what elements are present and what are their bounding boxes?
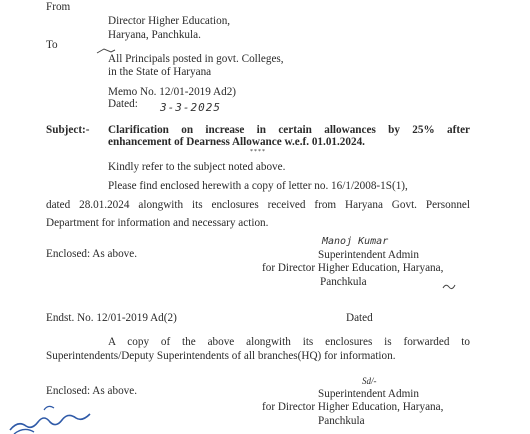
separator-stars: **** bbox=[250, 149, 266, 155]
endorsement-para-line-2: Superintendents/Deputy Superintendents of all branches(HQ) for information. bbox=[46, 350, 396, 362]
handwritten-receipt-scribble bbox=[4, 400, 94, 434]
handwritten-signature-1: Manoj Kumar bbox=[322, 236, 389, 247]
from-line-1: Director Higher Education, bbox=[108, 15, 231, 27]
memo-dated-label: Dated: bbox=[108, 98, 138, 110]
enclosed-note-1: Enclosed: As above. bbox=[46, 248, 138, 260]
endorsement-number: Endst. No. 12/01-2019 Ad(2) bbox=[46, 312, 177, 324]
from-line-2: Haryana, Panchkula. bbox=[108, 29, 201, 41]
enclosed-note-2: Enclosed: As above. bbox=[46, 385, 138, 397]
memo-dated-handwritten: 3-3-2025 bbox=[160, 101, 221, 114]
body-para-2-line-3: Department for information and necessary action. bbox=[46, 217, 269, 229]
signatory-line-2-1: for Director Higher Education, Haryana, bbox=[262, 262, 444, 274]
signatory-line-3-1: Panchkula bbox=[320, 276, 367, 288]
signatory-title-2: Superintendent Admin bbox=[318, 388, 419, 400]
endorsement-dated-label: Dated bbox=[346, 312, 373, 324]
subject-label: Subject:- bbox=[46, 124, 90, 136]
from-label: From bbox=[46, 1, 71, 13]
memo-number: Memo No. 12/01-2019 Ad2) bbox=[108, 86, 237, 98]
body-para-2-line-1: Please find enclosed herewith a copy of letter no. 16/1/2008-1S(1), bbox=[108, 180, 408, 192]
sd-mark: Sd/- bbox=[362, 376, 377, 386]
handwritten-initial-mark bbox=[442, 282, 456, 292]
subject-line-1: Clarification on increase in certain allowances by 25% after bbox=[108, 124, 470, 136]
signatory-title-1: Superintendent Admin bbox=[318, 249, 419, 261]
to-line-2: in the State of Haryana bbox=[108, 66, 212, 78]
signatory-line-2-2: for Director Higher Education, Haryana, bbox=[262, 401, 444, 413]
body-para-1: Kindly refer to the subject noted above. bbox=[108, 161, 286, 173]
body-para-2-line-2: dated 28.01.2024 alongwith its enclosures received from Haryana Govt. Personnel bbox=[46, 199, 470, 211]
signatory-line-3-2: Panchkula bbox=[318, 415, 365, 427]
endorsement-para-line-1: A copy of the above alongwith its enclosures is forwarded to bbox=[108, 336, 470, 348]
to-label: To bbox=[46, 39, 58, 51]
to-line-1: All Principals posted in govt. Colleges, bbox=[108, 53, 284, 65]
subject-line-2: enhancement of Dearness Allowance w.e.f. 01.01.2024. bbox=[108, 136, 365, 148]
